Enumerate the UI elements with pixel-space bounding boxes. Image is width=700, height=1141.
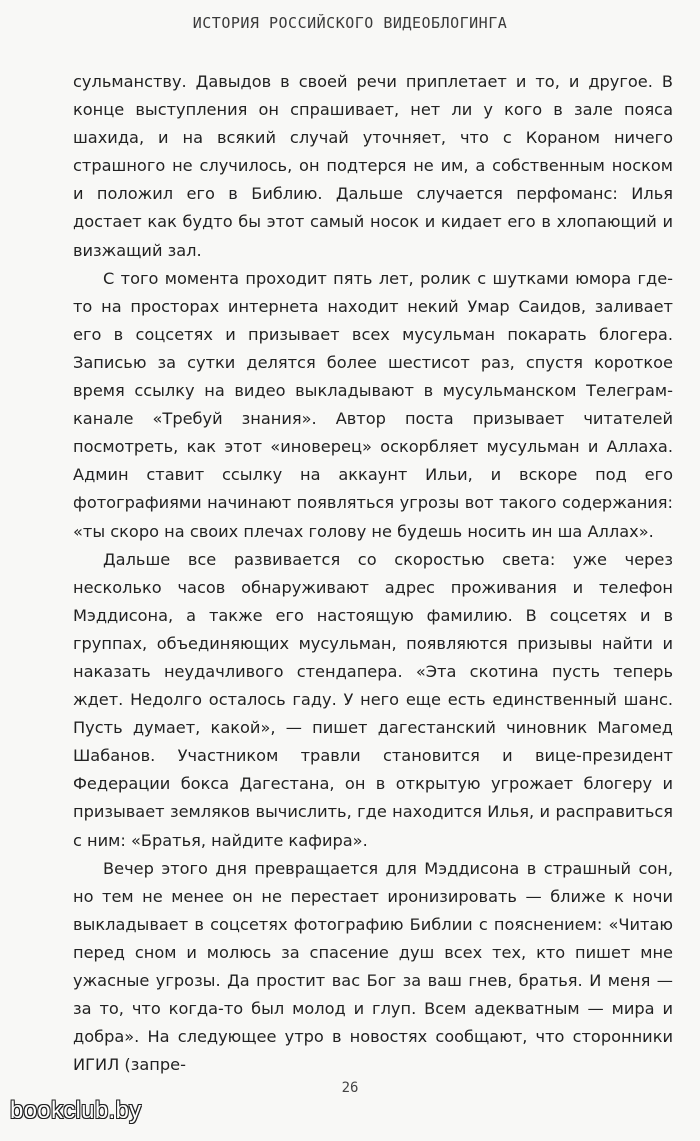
paragraph: Вечер этого дня превращается для Мэддисона в страшный сон, но тем не менее он не перестает иронизировать — ближе к ночи выкладывает в соцсетях фотографию Библии с пояснением: «Читаю перед сном и молюсь за спасение душ всех тех, кто пишет мне ужасные угрозы. Да простит вас Бог за ваш гнев, братья. И меня — за то, что когда-то был молод и глуп. Всем адекватным — мира и добра». На следующее утро в новостях сообщают, что сторонники ИГИЛ (запре- bbox=[73, 858, 673, 1075]
paragraph: С того момента проходит пять лет, ролик с шутками юмора где-то на просторах интернета находит некий Умар Саидов, заливает его в соцсетях и призывает всех мусульман покарать блогера. Записью за сутки делятся более шестисот раз, спустя короткое время ссылку на видео выкладывают в мусульманском Телеграм-канале «Требуй знания». Автор поста призывает читателей посмотреть, как этот «иноверец» оскорбляет мусульман и Аллаха. Админ ставит ссылку на аккаунт Ильи, и вскоре под его фотографиями начинают появляться угрозы вот такого содержания: «ты скоро на своих плечах голову не будешь носить ин ша Аллах». bbox=[73, 268, 673, 541]
body-text bbox=[73, 68, 673, 1079]
watermark: bookclub.by bbox=[10, 1097, 142, 1124]
paragraph: Дальше все развивается со скоростью света: уже через несколько часов обнаруживают адрес проживания и телефон Мэддисона, а также его настоящую фамилию. В соцсетях и в группах, объединяющих мусульман, появляются призывы найти и наказать неудачливого стендапера. «Эта скотина пусть теперь ждет. Недолго осталось гаду. У него еще есть единственный шанс. Пусть думает, какой», — пишет дагестанский чиновник Магомед Шабанов. Участником травли становится и вице-президент Федерации бокса Дагестана, он в открытую угрожает блогеру и призывает земляков вычислить, где находится Илья, и расправиться с ним: «Братья, найдите кафира». bbox=[73, 549, 673, 850]
paragraph-continued: сульманству. Давыдов в своей речи приплетает и то, и другое. В конце выступления он спрашивает, нет ли у кого в зале пояса шахида, и на всякий случай уточняет, что с Кораном ничего страшного не случилось, он подтерся не им, а собственным носком и положил его в Библию. Дальше случается перфоманс: Илья достает как будто бы этот самый носок и кидает его в хлопающий и визжащий зал. bbox=[73, 72, 673, 260]
running-header: ИСТОРИЯ РОССИЙСКОГО ВИДЕОБЛОГИНГА bbox=[192, 14, 508, 32]
page-number: 26 bbox=[341, 1080, 359, 1096]
